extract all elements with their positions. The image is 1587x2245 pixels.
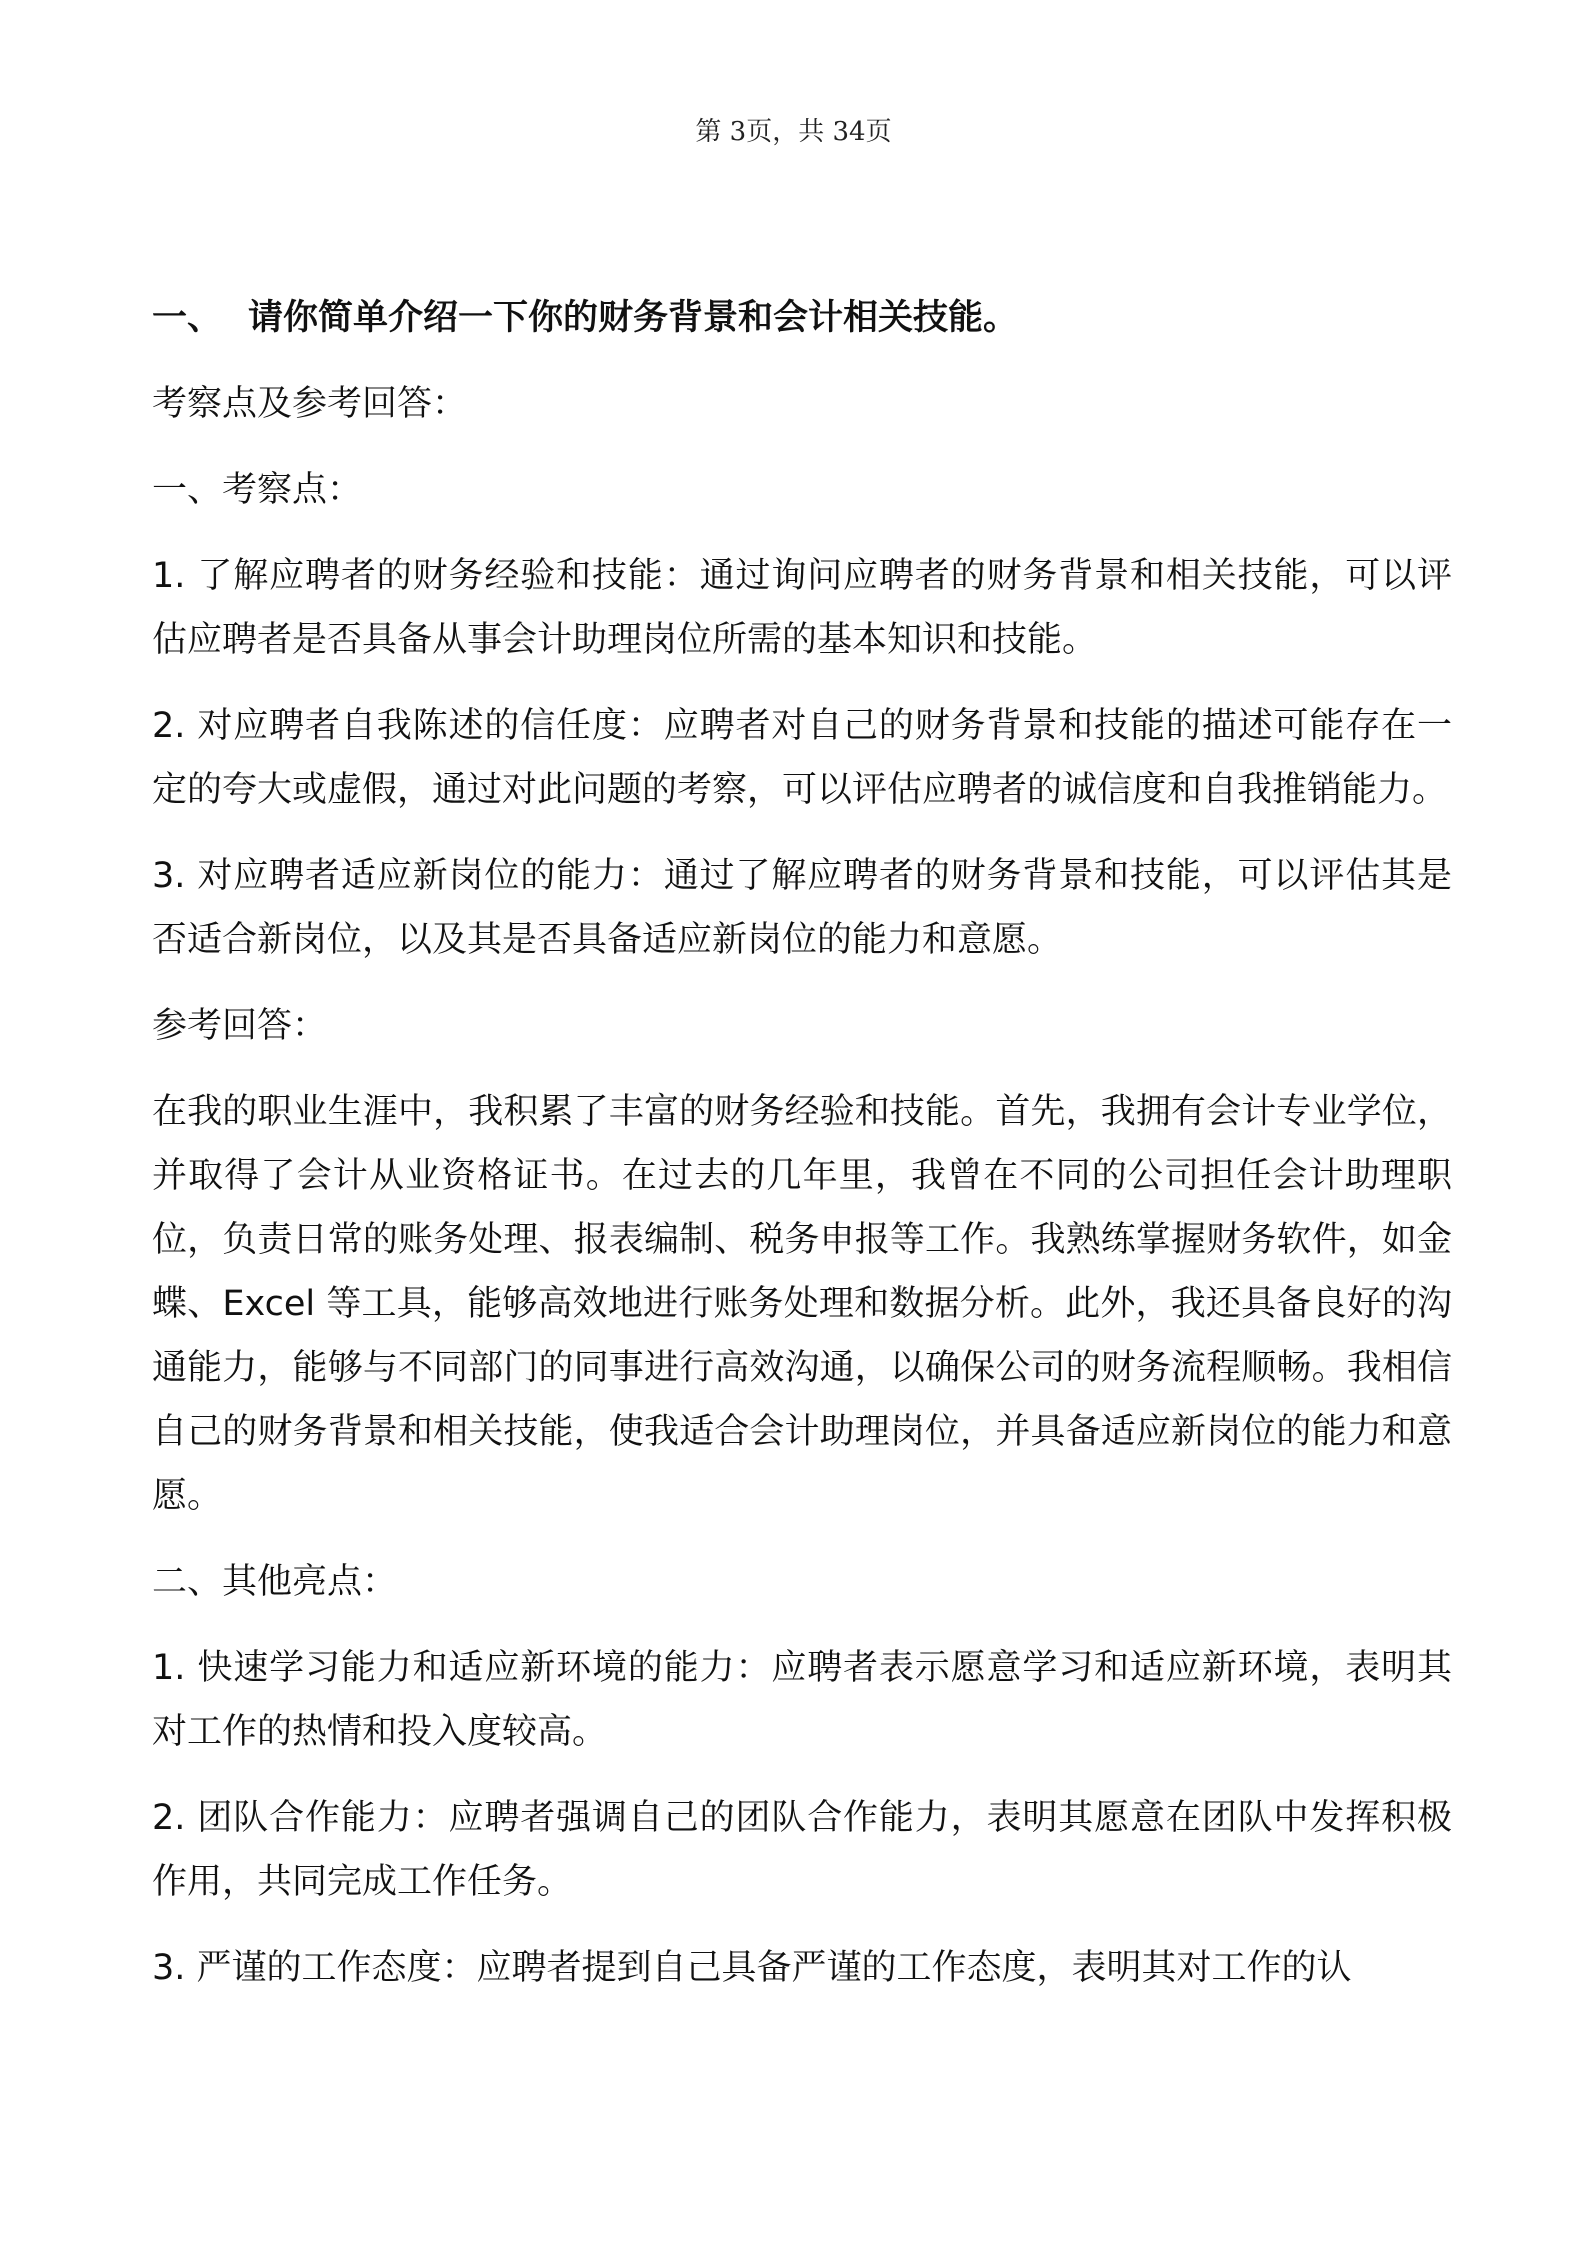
document-body — [152, 286, 1452, 2022]
highlight-item-2: 2. 团队合作能力：应聘者强调自己的团队合作能力，表明其愿意在团队中发挥积极作用，共同完成工作任务。 — [152, 1798, 1452, 1902]
assessment-item-1: 1. 了解应聘者的财务经验和技能：通过询问应聘者的财务背景和相关技能，可以评估应聘者是否具备从事会计助理岗位所需的基本知识和技能。 — [152, 556, 1452, 660]
subheading-review-points: 考察点及参考回答： — [152, 384, 468, 424]
section-heading — [152, 286, 1452, 350]
section-title: 请你简单介绍一下你的财务背景和会计相关技能。 — [248, 298, 1019, 338]
section-number: 一、 — [152, 298, 223, 338]
assessment-item-3: 3. 对应聘者适应新岗位的能力：通过了解应聘者的财务背景和技能，可以评估其是否适合新岗位，以及其是否具备适应新岗位的能力和意愿。 — [152, 856, 1452, 960]
highlight-item-1: 1. 快速学习能力和适应新环境的能力：应聘者表示愿意学习和适应新环境，表明其对工作的热情和投入度较高。 — [152, 1648, 1452, 1752]
page-indicator: 第 3页，共 34页 — [695, 117, 892, 147]
subheading-other-highlights: 二、其他亮点： — [152, 1562, 398, 1602]
reference-answer-text: 在我的职业生涯中，我积累了丰富的财务经验和技能。首先，我拥有会计专业学位，并取得了会计从业资格证书。在过去的几年里，我曾在不同的公司担任会计助理职位，负责日常的账务处理、报表编制、税务申报等工作。我熟练掌握财务软件，如金蝶、Excel 等工具，能够高效地进行账务处理和数据分析。此外，我还具备良好的沟通能力，能够与不同部门的同事进行高效沟通，以确保公司的财务流程顺畅。我相信自己的财务背景和相关技能，使我适合会计助理岗位，并具备适应新岗位的能力和意愿。 — [152, 1092, 1452, 1516]
highlight-item-3: 3. 严谨的工作态度：应聘者提到自己具备严谨的工作态度，表明其对工作的认 — [152, 1948, 1352, 1988]
subheading-reference-answer: 参考回答： — [152, 1006, 328, 1046]
subheading-assessment: 一、考察点： — [152, 470, 363, 510]
assessment-item-2: 2. 对应聘者自我陈述的信任度：应聘者对自己的财务背景和技能的描述可能存在一定的夸大或虚假，通过对此问题的考察，可以评估应聘者的诚信度和自我推销能力。 — [152, 706, 1452, 810]
